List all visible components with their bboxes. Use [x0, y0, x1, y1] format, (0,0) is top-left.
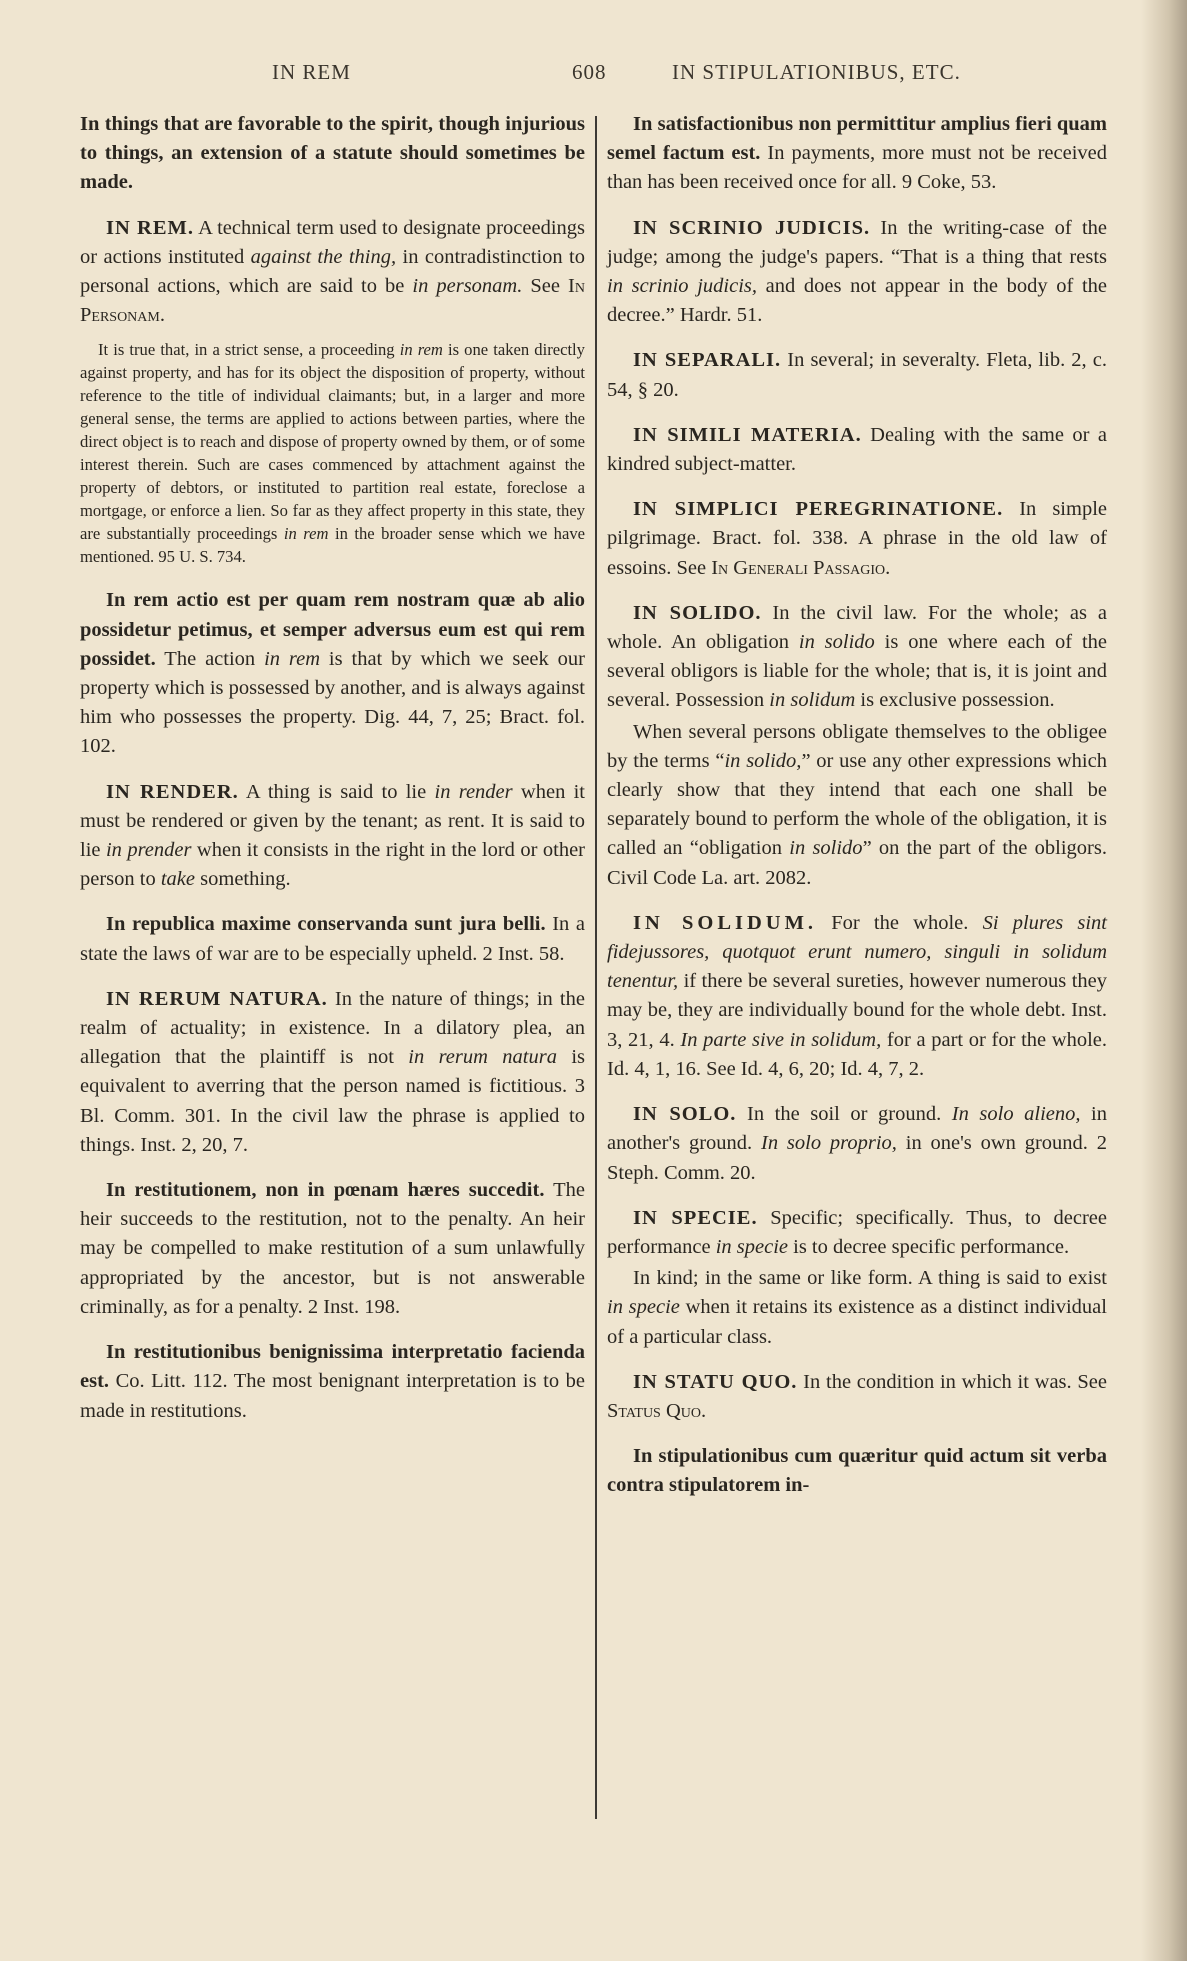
maxim: In satisfactionibus non permittitur amplius fieri quam semel factum est.	[607, 113, 1107, 165]
entry-in-specie: IN SPECIE. Specific; specifically. Thus, to decree performance in specie is to decree specific performance.	[607, 1206, 1108, 1258]
headword: IN SEPARALI.	[633, 349, 782, 372]
page-number: 608	[572, 60, 607, 84]
headword: IN SOLIDO.	[633, 601, 762, 624]
cross-reference: In Generali Passagio	[711, 556, 886, 579]
left-running-head: IN REM	[272, 60, 351, 84]
entry-in-rem: IN REM. A technical term used to designate proceedings or actions instituted against the thing, in contradistinction to personal actions, which are said to be in personam. See In Personam.	[80, 216, 586, 327]
running-header	[0, 60, 1187, 92]
headword: IN SOLIDUM.	[633, 911, 818, 934]
headword: IN SIMPLICI PEREGRINATIONE.	[633, 498, 1004, 521]
entry-in-render: IN RENDER. A thing is said to lie in render when it must be rendered or given by the tenant; as rent. It is said to lie in prender when it consists in the right in the lord or other person to take something.	[80, 780, 585, 891]
right-column	[607, 110, 1107, 1517]
entry-in-specie-continued: In kind; in the same or like form. A thing is said to exist in specie when it retains its existence as a distinct individual of a particular class.	[607, 1267, 1107, 1348]
headword: IN SPECIE.	[633, 1206, 758, 1229]
entry-in-solido: IN SOLIDO. In the civil law. For the whole; as a whole. An obligation in solido is one where each of the several obligors is liable for the whole; that is, it is joint and several. Possession in solidum is exclusive possession.	[607, 601, 1107, 712]
entry-in-solidum: IN SOLIDUM. For the whole. Si plures sint fidejussores, quotquot erunt numero, singuli in solidum tenentur, if there be several sureties, however numerous they may be, they are individually bound for the whole debt. Inst. 3, 21, 4. In parte sive in solidum, for a part or for the whole. Id. 4, 1, 16. See Id. 4, 6, 20; Id. 4, 7, 2.	[607, 911, 1108, 1080]
left-column	[80, 110, 585, 1442]
maxim: In restitutionibus benignissima interpretatio facienda est.	[80, 1341, 585, 1393]
entry-in-restitutionem: In restitutionem, non in pœnam hæres succedit. The heir succeeds to the restitution, not to the penalty. An heir may be compelled to make restitution of a sum unlawfully appropriated by the ancestor, but is not answerable criminally, as for a penalty. 2 Inst. 198.	[80, 1179, 585, 1318]
column-divider	[595, 116, 597, 1819]
entry-in-solo: IN SOLO. In the soil or ground. In solo alieno, in another's ground. In solo proprio, in one's own ground. 2 Steph. Comm. 20.	[607, 1103, 1108, 1184]
entry-in-satisfactionibus: In satisfactionibus non permittitur amplius fieri quam semel factum est. In payments, more must not be received than has been received once for all. 9 Coke, 53.	[607, 113, 1107, 194]
entry-in-scrinio-judicis: IN SCRINIO JUDICIS. In the writing-case of the judge; among the judge's papers. “That is a thing that rests in scrinio judicis, and does not appear in the body of the decree.” Hardr. 51.	[607, 216, 1107, 327]
headword: IN SCRINIO JUDICIS.	[633, 216, 871, 239]
headword: IN RENDER.	[106, 780, 239, 803]
entry-in-rem-actio: In rem actio est per quam rem nostram quæ ab alio possidetur petimus, et semper adversus eum est qui rem possidet. The action in rem is that by which we seek our property which is possessed by another, and is always against him who possesses the property. Dig. 44, 7, 25; Bract. fol. 102.	[80, 589, 585, 758]
cross-reference: Status Quo	[607, 1399, 701, 1422]
headword: IN SIMILI MATERIA.	[633, 423, 862, 446]
entry-in-simplici-peregrinatione: IN SIMPLICI PEREGRINATIONE. In simple pilgrimage. Bract. fol. 338. A phrase in the old law of essoins. See In Generali Passagio.	[607, 498, 1107, 579]
maxim: In stipulationibus cum quæritur quid actum sit verba contra stipulatorem in-	[607, 1445, 1107, 1497]
entry-in-restitutionibus: In restitutionibus benignissima interpretatio facienda est. Co. Litt. 112. The most benignant interpretation is to be made in restitutions.	[80, 1341, 585, 1422]
entry-in-simili-materia: IN SIMILI MATERIA. Dealing with the same or a kindred subject-matter.	[607, 423, 1107, 476]
page-gutter-shadow	[1141, 0, 1187, 1961]
headword: IN STATU QUO.	[633, 1370, 798, 1393]
entry-favorable-spirit: In things that are favorable to the spirit, though injurious to things, an extension of a statute should sometimes be made.	[80, 113, 585, 194]
headword: IN SOLO.	[633, 1103, 737, 1126]
entry-in-separali: IN SEPARALI. In several; in severalty. Fleta, lib. 2, c. 54, § 20.	[607, 349, 1108, 401]
entry-in-statu-quo: IN STATU QUO. In the condition in which it was. See Status Quo.	[607, 1370, 1107, 1422]
maxim: In rem actio est per quam rem nostram quæ ab alio possidetur petimus, et semper adversus eum est qui rem possidet.	[80, 589, 585, 670]
headword: IN REM.	[106, 216, 195, 239]
entry-in-stipulationibus	[607, 1442, 1107, 1500]
maxim: In republica maxime conservanda sunt jura belli.	[106, 913, 546, 936]
cross-reference: In Personam	[80, 275, 585, 327]
entry-in-solido-continued: When several persons obligate themselves to the obligee by the terms “in solido,” or use any other expressions which clearly show that they intend that each one shall be separately bound to perform the whole of the obligation, it is called an “obligation in solido” on the part of the obligors. Civil Code La. art. 2082.	[607, 720, 1107, 889]
entry-in-rerum-natura: IN RERUM NATURA. In the nature of things; in the realm of actuality; in existence. In a dilatory plea, an allegation that the plaintiff is not in rerum natura is equivalent to averring that the person named is fictitious. 3 Bl. Comm. 301. In the civil law the phrase is applied to things. Inst. 2, 20, 7.	[80, 987, 585, 1156]
entry-in-rem-note: It is true that, in a strict sense, a proceeding in rem is one taken directly against property, and has for its object the disposition of property, without reference to the title of individual claimants; but, in a larger and more general sense, the terms are applied to actions between parties, where the direct object is to reach and dispose of property owned by them, or of some interest therein. Such are cases commenced by attachment against the property of debtors, or instituted to partition real estate, foreclose a mortgage, or enforce a lien. So far as they affect property in this state, they are substantially proceedings in rem in the broader sense which we have mentioned. 95 U. S. 734.	[80, 340, 586, 567]
maxim: In restitutionem, non in pœnam hæres succedit.	[106, 1179, 545, 1202]
entry-in-republica: In republica maxime conservanda sunt jura belli. In a state the laws of war are to be especially upheld. 2 Inst. 58.	[80, 913, 585, 965]
headword: IN RERUM NATURA.	[106, 987, 328, 1010]
right-running-head: IN STIPULATIONIBUS, ETC.	[672, 60, 961, 84]
